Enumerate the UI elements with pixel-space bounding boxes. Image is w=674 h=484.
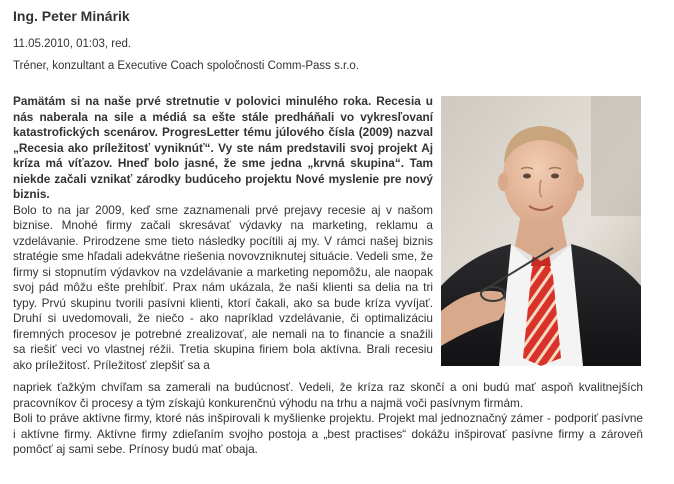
author-name: Ing. Peter Minárik bbox=[13, 8, 130, 24]
article-body-full bbox=[13, 380, 643, 458]
article-paragraph-1-cont: napriek ťažkým chvíľam sa zamerali na budúcnosť. Vedeli, že kríza raz skončí a oni budú mať aspoň kvalitnejších pracovníkov či procesy a tým získajú konkurenčnú výhodu na trhu a najmä voči pasívnym firmám. bbox=[13, 380, 643, 410]
article-paragraph-2: Boli to práve aktívne firmy, ktoré nás inšpirovali k myšlienke projektu. Projekt mal jednoznačný zámer - podporiť pasívne i aktívne firmy. Aktívne firmy zdieľaním svojho postoja a „best practises“ dokážu inšpirovať pasívne firmy a zároveň pomôcť aj sami sebe. Prínosy budú mať obaja. bbox=[13, 411, 643, 456]
article-meta: 11.05.2010, 01:03, red. bbox=[13, 38, 132, 50]
article-body-column bbox=[13, 94, 433, 373]
article-lead: Pamätám si na naše prvé stretnutie v polovici minulého roka. Recesia u nás naberala na sile a médiá sa ešte stále predháňali vo vykresľovaní katastrofických scenárov. ProgresLetter tému júlového čísla (2009) nazval „Recesia ako príležitosť vyniknúť“. Vy ste nám predstavili svoj projekt Aj kríza má víťazov. Hneď bolo jasné, že sme jedna „krvná skupina“. Tam niekde začali vznikať zárodky budúceho projektu Nové myslenie pre nový biznis. bbox=[13, 94, 433, 201]
portrait-image bbox=[441, 96, 641, 366]
author-photo bbox=[441, 96, 641, 366]
author-role: Tréner, konzultant a Executive Coach spoločnosti Comm-Pass s.r.o. bbox=[13, 60, 360, 72]
article-paragraph-1: Bolo to na jar 2009, keď sme zaznamenali prvé prejavy recesie aj v našom biznise. Mnohé firmy začali skresávať výdavky na marketing, reklamu a vzdelávanie. Prirodzene sme tieto následky pocítili aj my. V rámci našej biznis stratégie sme hľadali adekvátne riešenia novovzniknutej situácie. Vedeli sme, že firmy si stopnutím výdavkov na vzdelávanie a marketing nepomôžu, ale naopak svoj pád môžu ešte prehĺbiť. Prax nám ukázala, že naši klienti sa delia na tri typy. Prvú skupinu tvorili pasívni klienti, ktorí čakali, ako sa bude kríza vyvíjať. Druhí si uvedomovali, že niečo - ako napríklad vzdelávanie, či optimalizáciu firemných procesov je potrebné zrealizovať, ale nemali na to financie a snažili sa riešiť veci vo vlastnej réžii. Tretia skupina firiem bola aktívna. Brali recesiu ako príležitosť. Príležitosť zlepšiť sa a bbox=[13, 202, 433, 372]
